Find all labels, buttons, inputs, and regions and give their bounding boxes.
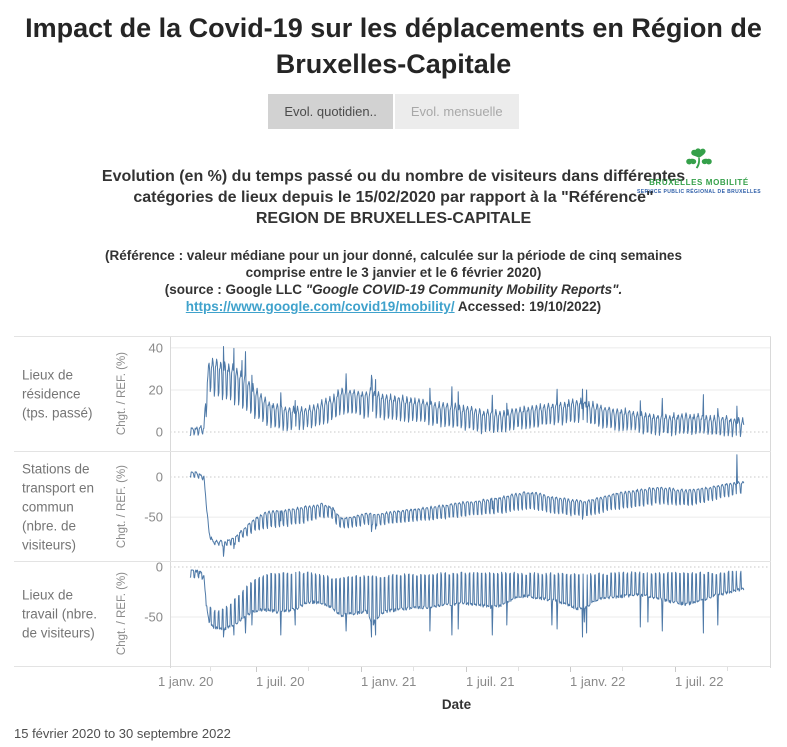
- clover-icon: [684, 146, 714, 172]
- x-axis-title: Date: [441, 697, 472, 712]
- chart-transit-plot[interactable]: [134, 452, 771, 567]
- x-axis-minor-tick: [518, 667, 519, 671]
- svg-text:-50: -50: [144, 609, 163, 625]
- x-axis-label: 1 juil. 20: [256, 674, 305, 689]
- x-axis-label: 1 janv. 22: [570, 674, 626, 689]
- reference-line-2: comprise entre le 3 janvier et le 6 février 2020): [245, 265, 542, 280]
- source-prefix: (source : Google LLC: [164, 282, 306, 297]
- x-axis-minor-tick: [413, 667, 414, 671]
- source-line: [0, 281, 787, 298]
- x-axis-tick: [466, 667, 467, 672]
- y-axis-label-residence: Chgt. / REF. (%): [116, 352, 128, 436]
- reference-note: [0, 247, 787, 315]
- x-axis-tick: [361, 667, 362, 672]
- mobility-report-link[interactable]: https://www.google.com/covid19/mobility/: [185, 299, 455, 314]
- chart-row-workplace: [14, 561, 771, 667]
- x-axis: [156, 667, 757, 695]
- reference-line-1: (Référence : valeur médiane pour un jour donné, calculée sur la période de cinq semaines: [105, 248, 682, 263]
- page-title: Impact de la Covid-19 sur les déplacements en Région de Bruxelles-Capitale: [25, 13, 762, 79]
- svg-text:0: 0: [155, 424, 163, 440]
- chart-row-residence: [14, 336, 771, 451]
- chart-workplace-plot[interactable]: [134, 562, 771, 673]
- x-axis-tick: [675, 667, 676, 672]
- svg-text:0: 0: [155, 469, 163, 485]
- date-range-caption: 15 février 2020 to 30 septembre 2022: [14, 726, 231, 741]
- row-label-workplace: Lieux de travail (nbre. de visiteurs): [22, 587, 98, 641]
- y-axis-label-transit: Chgt. / REF. (%): [116, 464, 128, 549]
- logo-name: BRUXELLES MOBILITÉ: [649, 178, 749, 187]
- view-tabs: [0, 94, 787, 129]
- svg-text:-50: -50: [144, 509, 163, 525]
- row-label-transit: Stations de transport en commun (nbre. de visiteurs): [22, 461, 95, 552]
- subtitle-line-2: catégories de lieux depuis le 15/02/2020 par rapport à la "Référence": [133, 189, 654, 206]
- subtitle-line-1: Evolution (en %) du temps passé ou du nombre de visiteurs dans différentes: [101, 168, 686, 185]
- x-axis-label: 1 janv. 21: [361, 674, 417, 689]
- y-axis-label-workplace: Chgt. / REF. (%): [116, 572, 128, 656]
- x-axis-label: 1 janv. 20: [158, 674, 214, 689]
- x-axis-minor-tick: [308, 667, 309, 671]
- svg-text:20: 20: [148, 382, 163, 398]
- x-axis-label: 1 juil. 21: [466, 674, 515, 689]
- tab-evol-mensuelle[interactable]: Evol. mensuelle: [395, 94, 519, 129]
- x-axis-tick: [256, 667, 257, 672]
- source-title: "Google COVID-19 Community Mobility Reports".: [305, 282, 623, 297]
- tab-evol-quotidienne[interactable]: Evol. quotidien..: [268, 94, 393, 129]
- svg-text:0: 0: [155, 562, 163, 575]
- bruxelles-mobilite-logo: [619, 146, 779, 195]
- link-line: [0, 298, 787, 315]
- row-label-residence: Lieux de résidence (tps. passé): [22, 367, 93, 421]
- chart-residence-plot[interactable]: [134, 337, 771, 457]
- x-axis-label: 1 juil. 22: [675, 674, 724, 689]
- subtitle-line-3: REGION DE BRUXELLES-CAPITALE: [255, 210, 532, 227]
- x-axis-minor-tick: [622, 667, 623, 671]
- small-multiples-panel: [14, 336, 771, 667]
- logo-tagline: SERVICE PUBLIC RÉGIONAL DE BRUXELLES: [637, 189, 761, 195]
- chart-row-transit: [14, 451, 771, 561]
- x-axis-tick: [570, 667, 571, 672]
- svg-text:40: 40: [148, 340, 163, 356]
- x-axis-minor-tick: [727, 667, 728, 671]
- x-axis-minor-tick: [210, 667, 211, 671]
- accessed-text: Accessed: 19/10/2022): [454, 299, 602, 314]
